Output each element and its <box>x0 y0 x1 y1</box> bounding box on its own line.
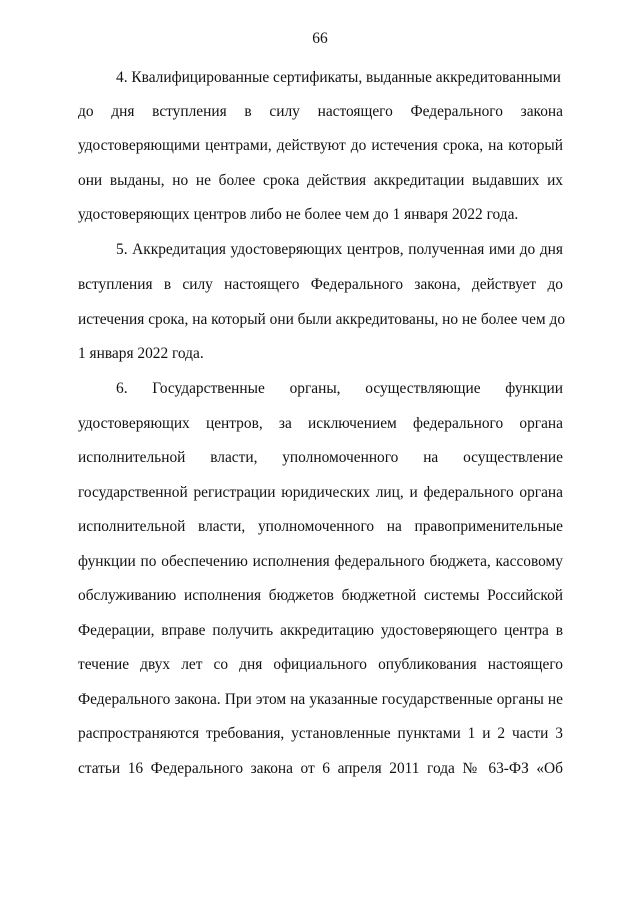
text-line: до дня вступления в силу настоящего Федерального закона <box>78 103 563 120</box>
text-line: удостоверяющих центров, за исключением федерального органа <box>78 415 563 432</box>
text-line: течение двух лет со дня официального опубликования настоящего <box>78 656 563 673</box>
text-line: исполнительной власти, уполномоченного на осуществление <box>78 449 563 466</box>
text-line: исполнительной власти, уполномоченного на правоприменительные <box>78 518 563 535</box>
text-line: 1 января 2022 года. <box>78 345 204 362</box>
text-line: удостоверяющими центрами, действуют до истечения срока, на который <box>78 137 563 154</box>
text-line: истечения срока, на который они были аккредитованы, но не более чем до <box>78 311 566 328</box>
text-line: функции по обеспечению исполнения федерального бюджета, кассовому <box>78 553 563 570</box>
text-line: 5. Аккредитация удостоверяющих центров, полученная ими до дня <box>116 241 563 258</box>
text-line: они выданы, но не более срока действия аккредитации выдавших их <box>78 172 563 189</box>
text-line: удостоверяющих центров либо не более чем до 1 января 2022 года. <box>78 206 519 223</box>
text-line: 6. Государственные органы, осуществляющие функции <box>116 380 563 397</box>
text-line: Федерации, вправе получить аккредитацию удостоверяющего центра в <box>78 622 563 639</box>
text-line: 4. Квалифицированные сертификаты, выданные аккредитованными <box>116 69 561 86</box>
text-line: вступления в силу настоящего Федерального закона, действует до <box>78 276 563 293</box>
text-line: обслуживанию исполнения бюджетов бюджетной системы Российской <box>78 587 563 604</box>
text-line: государственной регистрации юридических лиц, и федерального органа <box>78 484 563 501</box>
text-line: статьи 16 Федерального закона от 6 апреля 2011 года № 63-ФЗ «Об <box>78 760 563 777</box>
text-line: распространяются требования, установленные пунктами 1 и 2 части 3 <box>78 725 563 742</box>
text-line: Федерального закона. При этом на указанные государственные органы не <box>78 691 563 708</box>
page-number: 66 <box>312 30 328 47</box>
